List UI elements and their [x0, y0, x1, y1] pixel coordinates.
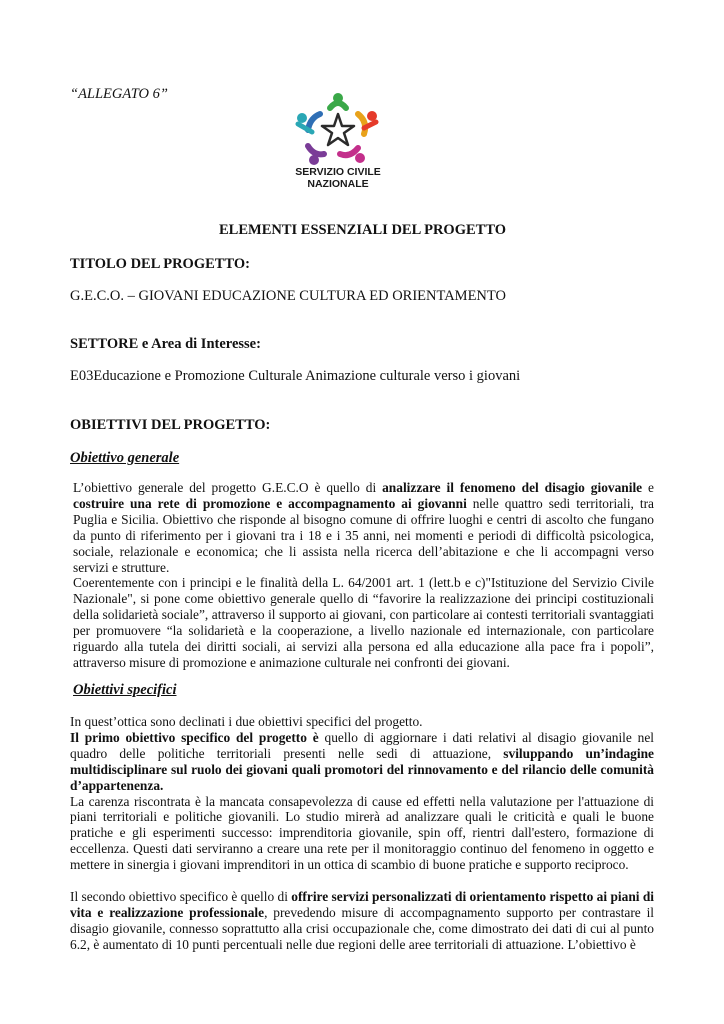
obiettivo-generale-heading: Obiettivo generale — [70, 450, 180, 466]
servizio-civile-logo — [284, 88, 392, 192]
obiettivo-generale-body — [73, 480, 654, 671]
obiettivi-label: OBIETTIVI DEL PROGETTO: — [70, 417, 271, 433]
specifici-paragraph-1: Il primo obiettivo specifico del progetto è quello di aggiornare i dati relativi al disagio giovanile nel quadro delle politiche territoriali presenti nelle sedi di attuazione, sviluppando un’indagine multidisciplinare sul ruolo dei giovani quali promotori del rinnovamento e del rilancio delle comunità d’appartenenza. — [70, 729, 654, 793]
people-star-icon — [284, 88, 392, 168]
logo-line-2: NAZIONALE — [307, 178, 369, 190]
titolo-label: TITOLO DEL PROGETTO: — [70, 256, 250, 272]
obiettivi-specifici-heading: Obiettivi specifici — [73, 682, 177, 698]
settore-label: SETTORE e Area di Interesse: — [70, 336, 261, 352]
generale-paragraph-1: L’obiettivo generale del progetto G.E.C.O è quello di analizzare il fenomeno del disagio giovanile e costruire una rete di promozione e accompagnamento ai giovanni nelle quattro sedi territoriali, tra Puglia e Sicilia. Obiettivo che risponde al bisogno comune di offrire luoghi e centri di ascolto che fungano da punto di riferimento per i giovani tra i 18 e i 35 anni, nei momenti e periodi di difficoltà psicologica, sociale, relazionale e economica; che li assista nella ricerca dell’abitazione e che li accompagni verso servizi e strutture. — [73, 480, 655, 575]
specifici-paragraph-2: La carenza riscontrata è la mancata consapevolezza di cause ed effetti nella valutazione per l'attuazione di piani territoriali e politiche giovanili. Lo studio mirerà ad analizzare quali le criticità e quali le buone pratiche e gli esperimenti successo: imprenditoria giovanile, spin off, rientri dall'estero, formazione di eccellenza. Questi dati serviranno a creare una rete per il monitoraggio continuo del fenomeno in oggetto e mettere in sinergia i giovani imprenditori in un ottica di scambio di buone pratiche e supporto reciproco. — [70, 793, 654, 873]
titolo-value: G.E.C.O. – GIOVANI EDUCAZIONE CULTURA ED ORIENTAMENTO — [70, 288, 506, 304]
generale-paragraph-2: Coerentemente con i principi e le finalità della L. 64/2001 art. 1 (lett.b e c)"Istituzione del Servizio Civile Nazionale", si pone come obiettivo generale quello di “favorire la realizzazione dei principi costituzionali della solidarietà sociale”, attraverso il supporto ai giovani, con particolare ai contesti territoriali svantaggiati per promuovere “la solidarietà e la cooperazione, a livello nazionale ed internazionale, con particolare riguardo alla tutela dei diritti sociali, ai servizi alla persona ed alla educazione alla pace fra i popoli”, attraverso misure di promozione e animazione culturale nei confronti dei giovani. — [73, 575, 654, 670]
document-title: ELEMENTI ESSENZIALI DEL PROGETTO — [219, 222, 507, 238]
obiettivi-specifici-body — [70, 714, 654, 953]
specifici-intro: In quest’ottica sono declinati i due obiettivi specifici del progetto. — [70, 714, 423, 729]
logo-line-1: SERVIZIO CIVILE — [295, 166, 381, 178]
allegato-label: “ALLEGATO 6” — [70, 86, 168, 102]
settore-value: E03Educazione e Promozione Culturale Animazione culturale verso i giovani — [70, 368, 521, 384]
specifici-paragraph-3: Il secondo obiettivo specifico è quello di offrire servizi personalizzati di orientamento rispetto ai piani di vita e realizzazione professionale, prevedendo misure di accompagnamento supporto per contrastare il disagio giovanile, connesso soprattutto alla crisi occupazionale che, come dimostrato dei dati di cui al punto 6.2, è aumentato di 10 punti percentuali nelle due regioni delle aree territoriali di attuazione. L’obiettivo è — [70, 888, 655, 952]
